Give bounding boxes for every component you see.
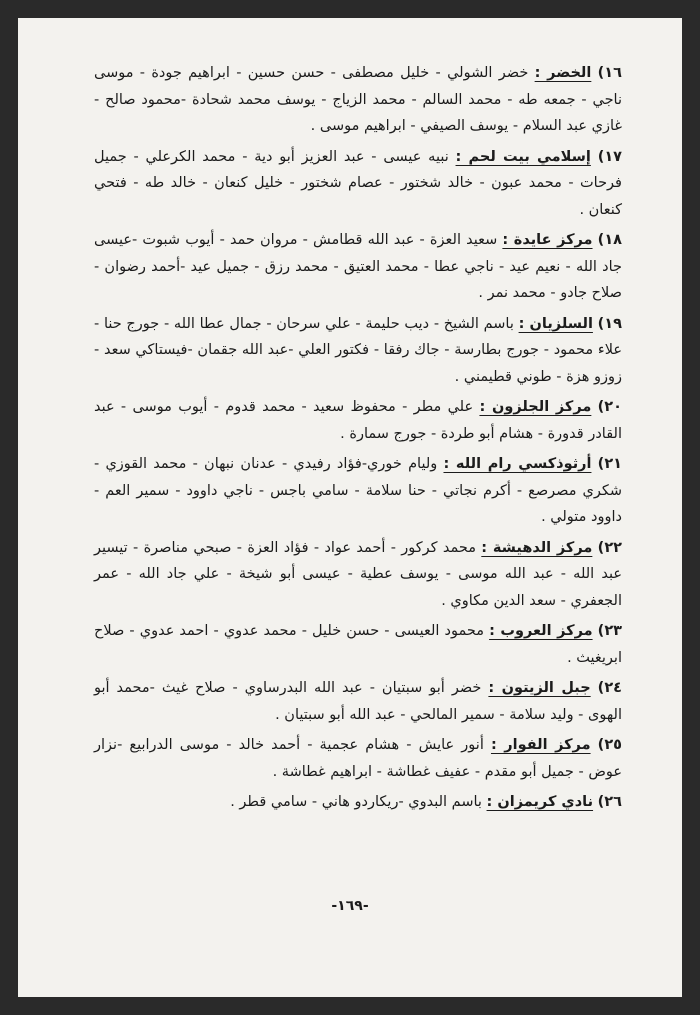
list-item (94, 451, 622, 531)
entry-name: الخضر : (534, 65, 592, 81)
entry-number: ٢٥) (597, 737, 623, 753)
entry-text: علي مطر - محفوظ سعيد - محمد قدوم - أيوب موسى - عبد القادر قدورة - هشام أبو طردة - جورج سمارة . (94, 399, 622, 442)
entry-name: إسلامي بيت لحم : (455, 148, 591, 165)
entry-name: نادي كريمزان : (486, 794, 594, 810)
entry-name: جبل الزيتون : (488, 680, 591, 696)
entry-name: مركز الجلزون : (479, 399, 592, 415)
entry-text: نبيه عيسى - عبد العزيز أبو دية - محمد الكرعلي - جميل فرحات - محمد عبون - خالد شختور - عصام شختور - خليل كنعان - خالد طه - فتحي كنعان . (94, 148, 622, 218)
entry-text: وليام خوري-فؤاد رفيدي - عدنان نبهان - محمد القوزي - شكري مصرصع - أكرم نجاتي - حنا سلامة - سامي باجس - ناجي داوود - سمير العم - داوود متولي . (94, 456, 622, 525)
entries-list (94, 60, 622, 820)
list-item (94, 227, 622, 307)
entry-name: مركز الفوار : (490, 737, 591, 753)
entry-number: ٢٢) (597, 539, 623, 556)
entry-number: ١٨) (597, 232, 623, 248)
list-item (94, 789, 622, 816)
entry-text: خضر الشولي - خليل مصطفى - حسن حسين - ابراهيم جودة - موسى ناجي - جمعه طه - محمد السالم - محمد الزياج - يوسف محمد شحادة -محمود صالح - غازي عبد السلام - يوسف الصيفي - ابراهيم موسى . (94, 65, 622, 134)
entry-text: سعيد العزة - عبد الله قطامش - مروان حمد - أيوب شبوت -عيسى جاد الله - نعيم عيد - ناجي عطا - محمد العتيق - محمد رزق - جميل عيد -أحمد رضوان - صلاح جادو - محمد نمر . (94, 232, 622, 301)
entry-name: مركز العروب : (489, 623, 593, 639)
document-page (18, 18, 682, 997)
list-item (94, 144, 622, 224)
list-item (94, 311, 622, 391)
entry-number: ٢٣) (597, 623, 623, 639)
entry-number: ٢٠) (597, 399, 622, 415)
entry-text: باسم الشيخ - ديب حليمة - علي سرحان - جمال عطا الله - جورج حنا - علاء محمود - جورج بطارسة - جاك رفقا - فكتور العلي -عبد الله جقمان -فيستاكي سعد - زوزو هزة - طوني قطيمني . (94, 315, 622, 385)
list-item (94, 394, 622, 447)
list-item (94, 675, 622, 728)
list-item (94, 535, 622, 615)
list-item (94, 60, 622, 140)
entry-name: مركز الدهيشة : (481, 539, 593, 556)
entry-number: ٢٤) (597, 680, 623, 696)
entry-number: ٢١) (597, 456, 623, 472)
entry-text: أنور عايش - هشام عجمية - أحمد خالد - موسى الدرابيع -نزار عوض - جميل أبو مقدم - عفيف غطاشة - ابراهيم غطاشة . (94, 737, 622, 780)
entry-text: باسم البدوي -ريكاردو هاني - سامي قطر . (230, 794, 482, 810)
entry-text: محمد كركور - أحمد عواد - فؤاد العزة - صبحي مناصرة - تيسير عبد الله - عبد الله موسى - يوسف عطية - عيسى أبو شيخة - علي جاد الله - عمر الجعفري - سعد الدين مكاوي . (94, 539, 622, 609)
entry-number: ١٩) (597, 315, 622, 332)
entry-number: ١٧) (597, 148, 623, 165)
entry-name: أرثوذكسي رام الله : (443, 456, 592, 472)
entry-text: محمود العيسى - حسن خليل - محمد عدوي - احمد عدوي - صلاح ابريغيث . (94, 623, 622, 666)
page-number: -١٦٩- (331, 898, 369, 914)
list-item (94, 618, 622, 671)
entry-name: السلزيان : (518, 315, 593, 332)
entry-text: خضر أبو سبتيان - عبد الله البدرساوي - صلاح غيث -محمد أبو الهوى - وليد سلامة - سمير المالحي - عبد الله أبو سبتيان . (94, 680, 622, 723)
entry-name: مركز عايدة : (502, 232, 593, 248)
entry-number: ٢٦) (597, 794, 622, 810)
entry-number: ١٦) (597, 65, 622, 81)
list-item (94, 732, 622, 785)
